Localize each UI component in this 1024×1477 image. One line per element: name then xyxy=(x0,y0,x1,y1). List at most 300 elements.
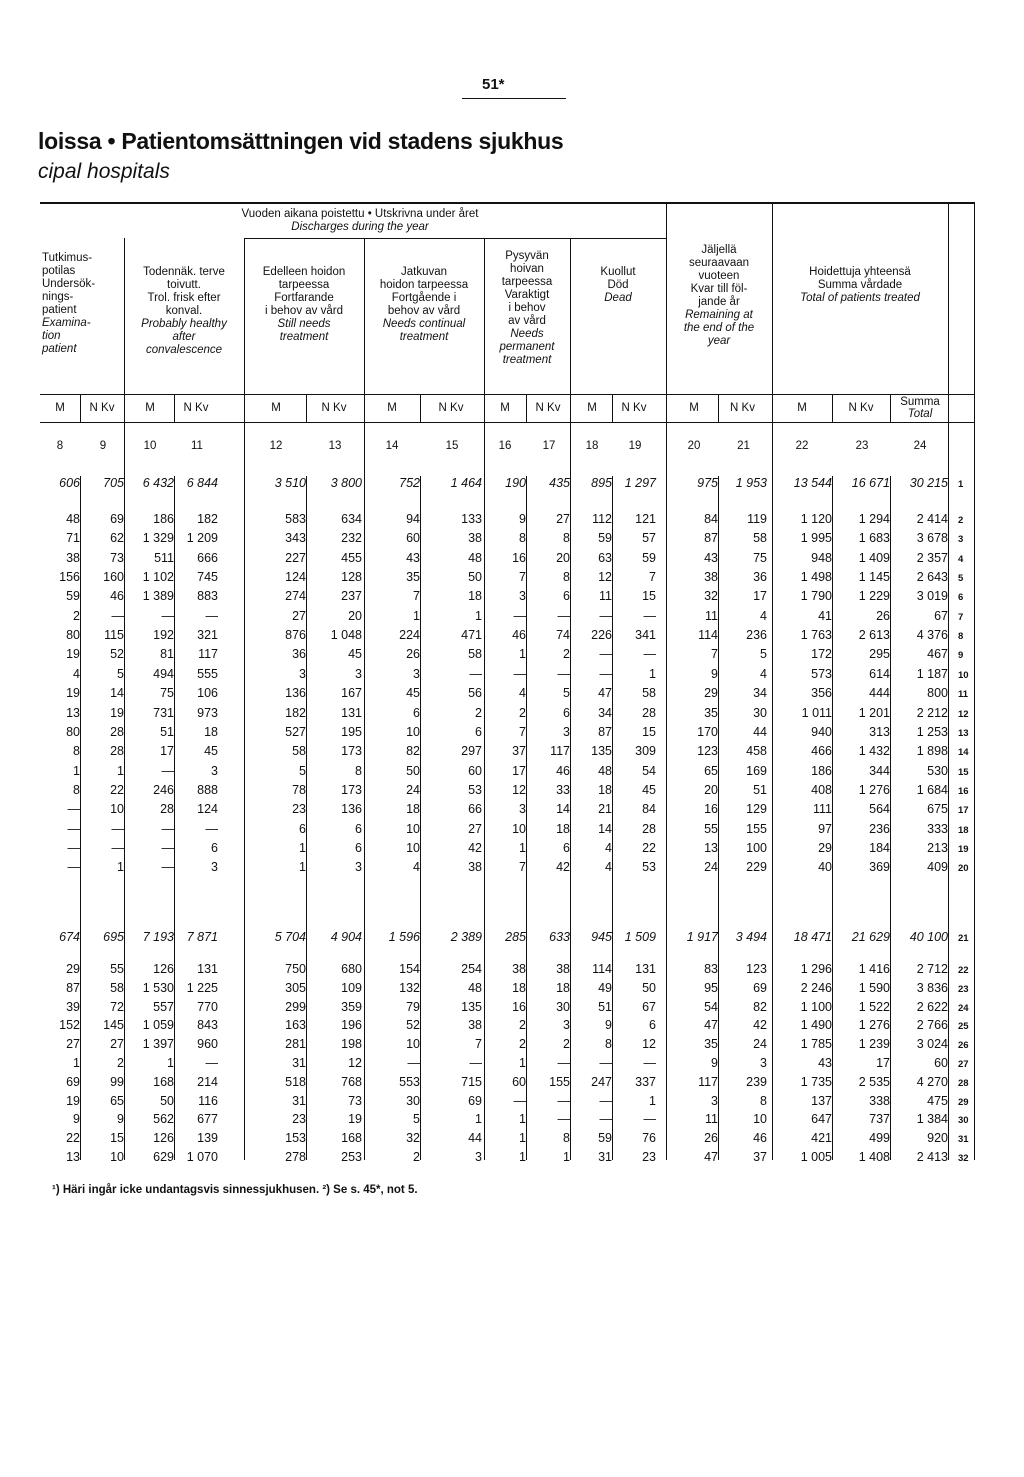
column-number: 10 xyxy=(143,440,157,452)
data-cell: 2 613 xyxy=(858,628,890,643)
data-cell: 731 xyxy=(153,705,174,720)
data-cell: 82 xyxy=(406,744,420,759)
data-cell: 6 xyxy=(355,840,362,855)
data-cell: 53 xyxy=(642,860,656,875)
data-cell: 1 059 xyxy=(142,1018,174,1033)
total-cell: 6 844 xyxy=(186,476,218,490)
data-cell: 369 xyxy=(869,860,890,875)
data-cell: 843 xyxy=(197,1018,218,1033)
data-cell: — xyxy=(557,666,570,681)
data-cell: 3 836 xyxy=(916,980,948,995)
data-cell: 16 xyxy=(512,550,526,565)
data-cell: 6 xyxy=(563,589,570,604)
data-cell: 56 xyxy=(468,686,482,701)
data-cell: 10 xyxy=(406,724,420,739)
data-cell: 49 xyxy=(598,980,612,995)
data-cell: 69 xyxy=(66,1074,80,1089)
sex-nkv-label: N Kv xyxy=(535,402,561,414)
data-cell: 466 xyxy=(811,744,832,759)
data-cell: 11 xyxy=(599,589,612,604)
total-cell: 606 xyxy=(59,476,80,490)
total-cell: 4 904 xyxy=(330,930,362,944)
data-cell: 8 xyxy=(760,1093,767,1108)
data-cell: 111 xyxy=(812,802,832,817)
header-line: toivutt. xyxy=(167,279,201,291)
data-cell: 2 xyxy=(475,705,482,720)
data-cell: 117 xyxy=(550,744,570,759)
data-cell: 139 xyxy=(197,1131,218,1146)
data-cell: 1 389 xyxy=(142,589,174,604)
data-cell: 1 209 xyxy=(186,531,218,546)
data-cell: 11 xyxy=(705,1112,718,1127)
data-cell: 31 xyxy=(598,1150,612,1164)
data-cell: 47 xyxy=(598,686,612,701)
data-cell: 55 xyxy=(704,821,718,836)
column-number: 14 xyxy=(385,440,399,452)
data-cell: 60 xyxy=(468,763,482,778)
data-cell: 226 xyxy=(591,628,612,643)
data-cell: 1 100 xyxy=(800,999,832,1014)
subcolumn-rule xyxy=(420,476,421,1160)
data-cell: 95 xyxy=(704,980,718,995)
data-cell: 1 408 xyxy=(858,1150,890,1164)
data-cell: 467 xyxy=(927,647,948,662)
subcolumn-rule xyxy=(174,476,175,1160)
data-cell: 28 xyxy=(642,821,656,836)
data-cell: 3 xyxy=(519,802,526,817)
data-cell: 4 xyxy=(760,608,767,623)
data-cell: 229 xyxy=(746,860,767,875)
data-cell: 3 019 xyxy=(916,589,948,604)
data-cell: 3 xyxy=(299,666,306,681)
data-cell: 30 xyxy=(556,999,570,1014)
data-cell: 14 xyxy=(110,686,124,701)
data-cell: 34 xyxy=(753,686,767,701)
data-cell: 333 xyxy=(927,821,948,836)
data-cell: 46 xyxy=(110,589,124,604)
data-cell: 1 276 xyxy=(858,1018,890,1033)
header-line: av vård xyxy=(508,315,546,327)
column-header-continual xyxy=(364,266,484,344)
data-cell: 37 xyxy=(512,744,526,759)
data-cell: 62 xyxy=(110,531,124,546)
header-line: hoivan xyxy=(510,263,544,275)
data-cell: 527 xyxy=(285,724,306,739)
sex-m-label: M xyxy=(55,402,65,414)
data-cell: 8 xyxy=(563,570,570,585)
data-cell: 35 xyxy=(704,1037,718,1052)
data-cell: 121 xyxy=(635,512,656,526)
data-cell: 564 xyxy=(869,802,890,817)
header-line-en: Needs xyxy=(510,328,544,340)
data-cell: 23 xyxy=(292,802,306,817)
sex-nkv-label: N Kv xyxy=(730,402,755,414)
data-cell: 341 xyxy=(635,628,656,643)
data-cell: 131 xyxy=(341,705,362,720)
data-cell: 24 xyxy=(753,1037,767,1052)
header-line-en: after xyxy=(172,331,196,343)
data-cell: 20 xyxy=(556,550,570,565)
data-cell: 1 229 xyxy=(858,589,890,604)
page-title: loissa • Patientomsättningen vid stadens sjukhus xyxy=(38,128,564,154)
row-number: 14 xyxy=(958,747,969,759)
row-number: 11 xyxy=(958,689,969,701)
data-cell: — xyxy=(643,1112,656,1127)
data-cell: 18 xyxy=(468,589,482,604)
data-cell: 1 498 xyxy=(800,570,832,585)
data-cell: 53 xyxy=(468,782,482,797)
page-number-rule xyxy=(462,98,566,99)
data-cell: 13 xyxy=(66,1150,80,1164)
data-cell: — xyxy=(111,821,124,836)
data-cell: 83 xyxy=(704,962,718,976)
data-cell: — xyxy=(161,840,174,855)
data-cell: 356 xyxy=(811,686,832,701)
sex-m-label: M xyxy=(689,402,699,414)
total-cell: 674 xyxy=(59,930,80,944)
sex-nkv-label: N Kv xyxy=(183,402,209,414)
data-cell: 26 xyxy=(876,608,890,623)
data-cell: 614 xyxy=(869,666,890,681)
discharges-group-header xyxy=(140,208,580,234)
data-cell: 71 xyxy=(66,531,80,546)
data-cell: 20 xyxy=(348,608,362,623)
data-cell: 15 xyxy=(642,724,656,739)
total-cell: 3 494 xyxy=(735,930,767,944)
data-cell: 1 522 xyxy=(858,999,890,1014)
data-cell: 2 xyxy=(73,608,80,623)
data-cell: 145 xyxy=(103,1018,124,1033)
data-cell: 8 xyxy=(605,1037,612,1052)
data-cell: 155 xyxy=(549,1074,570,1089)
data-cell: 2 212 xyxy=(916,705,948,720)
header-line: Fortgående i xyxy=(391,292,457,304)
data-cell: 43 xyxy=(406,550,420,565)
data-cell: 4 270 xyxy=(916,1074,948,1089)
data-cell: 8 xyxy=(519,531,526,546)
column-header-remaining xyxy=(666,244,772,348)
data-cell: 45 xyxy=(348,647,362,662)
total-cell: 40 100 xyxy=(909,930,948,944)
data-cell: 3 xyxy=(760,1056,767,1070)
data-cell: 28 xyxy=(110,744,124,759)
data-cell: 1 xyxy=(519,647,526,662)
data-cell: 58 xyxy=(642,686,656,701)
data-cell: 47 xyxy=(704,1150,718,1164)
data-cell: 97 xyxy=(818,821,832,836)
data-cell: 10 xyxy=(406,821,420,836)
data-cell: 920 xyxy=(927,1131,948,1146)
data-cell: 9 xyxy=(73,1112,80,1127)
data-cell: 15 xyxy=(110,1131,124,1146)
total-cell: 895 xyxy=(591,476,612,490)
data-cell: 45 xyxy=(642,782,656,797)
data-cell: 1 530 xyxy=(142,980,174,995)
data-cell: 499 xyxy=(869,1131,890,1146)
data-cell: 182 xyxy=(197,512,218,526)
data-cell: 800 xyxy=(927,686,948,701)
data-cell: 274 xyxy=(285,589,306,604)
data-cell: 455 xyxy=(341,550,362,565)
data-cell: 27 xyxy=(556,512,570,526)
header-line: Summa vårdade xyxy=(817,279,903,291)
data-cell: 883 xyxy=(197,589,218,604)
data-cell: 553 xyxy=(399,1074,420,1089)
data-cell: 60 xyxy=(406,531,420,546)
data-cell: 1 xyxy=(117,763,124,778)
data-cell: 10 xyxy=(753,1112,767,1127)
data-cell: 7 xyxy=(475,1037,482,1052)
header-line: patient xyxy=(42,304,77,316)
data-cell: 116 xyxy=(198,1093,218,1108)
data-cell: 18 xyxy=(556,821,570,836)
total-cell: 633 xyxy=(549,930,570,944)
total-cell: 1 297 xyxy=(624,476,656,490)
data-cell: — xyxy=(205,821,218,836)
subcolumn-rule xyxy=(306,476,307,1160)
data-cell: 7 xyxy=(413,589,420,604)
row-number: 17 xyxy=(958,805,969,817)
data-cell: 5 xyxy=(299,763,306,778)
data-cell: 3 xyxy=(413,666,420,681)
data-cell: 84 xyxy=(704,512,718,526)
header-line: tarpeessa xyxy=(501,276,553,288)
data-cell: 119 xyxy=(747,512,767,526)
data-cell: 1 xyxy=(519,1112,526,1127)
data-cell: 583 xyxy=(285,512,306,526)
data-cell: 634 xyxy=(341,512,362,526)
data-cell: 29 xyxy=(704,686,718,701)
data-cell: 647 xyxy=(811,1112,832,1127)
data-cell: 2 622 xyxy=(916,999,948,1014)
column-number: 23 xyxy=(855,440,869,452)
column-header-exam xyxy=(40,252,126,356)
data-cell: 51 xyxy=(598,999,612,1014)
header-line: behov av vård xyxy=(387,305,461,317)
subcolumn-rule xyxy=(612,476,613,1160)
data-cell: 5 xyxy=(563,686,570,701)
data-cell: 112 xyxy=(592,512,612,526)
data-cell: 43 xyxy=(818,1056,832,1070)
data-cell: 677 xyxy=(197,1112,218,1127)
data-cell: — xyxy=(643,647,656,662)
data-cell: 1 011 xyxy=(801,705,832,720)
data-cell: 117 xyxy=(698,1074,718,1089)
data-cell: 75 xyxy=(753,550,767,565)
column-number: 12 xyxy=(269,440,283,452)
data-cell: 57 xyxy=(642,531,656,546)
data-cell: 1 xyxy=(519,1131,526,1146)
data-cell: — xyxy=(643,1056,656,1070)
data-cell: 254 xyxy=(461,962,482,976)
data-cell: 3 xyxy=(519,589,526,604)
data-cell: 9 xyxy=(605,1018,612,1033)
data-cell: — xyxy=(161,763,174,778)
column-number: 18 xyxy=(585,440,599,452)
data-cell: 30 xyxy=(753,705,767,720)
data-cell: 236 xyxy=(869,821,890,836)
data-cell: 198 xyxy=(341,1037,362,1052)
data-cell: 69 xyxy=(110,512,124,526)
data-cell: 32 xyxy=(406,1131,420,1146)
data-cell: 20 xyxy=(704,782,718,797)
data-cell: 39 xyxy=(66,999,80,1014)
data-cell: 421 xyxy=(811,1131,832,1146)
data-cell: 67 xyxy=(934,608,948,623)
data-cell: 153 xyxy=(285,1131,306,1146)
data-cell: 106 xyxy=(197,686,218,701)
data-cell: 770 xyxy=(197,999,218,1014)
data-cell: 42 xyxy=(753,1018,767,1033)
row-number: 22 xyxy=(958,965,969,976)
header-line-en: treatment xyxy=(502,354,552,366)
data-cell: 29 xyxy=(66,962,80,976)
data-cell: 239 xyxy=(746,1074,767,1089)
data-cell: 59 xyxy=(598,531,612,546)
data-cell: 4 xyxy=(73,666,80,681)
data-cell: 8 xyxy=(73,782,80,797)
row-number: 3 xyxy=(958,534,964,546)
total-cell: 2 389 xyxy=(450,930,482,944)
data-cell: 1 102 xyxy=(142,570,174,585)
header-line: Hoidettuja yhteensä xyxy=(809,266,911,278)
data-cell: 10 xyxy=(406,840,420,855)
data-cell: — xyxy=(557,608,570,623)
data-cell: 74 xyxy=(556,628,570,643)
header-line: Jatkuvan xyxy=(400,266,448,278)
data-cell: 562 xyxy=(153,1112,174,1127)
total-cell: 7 871 xyxy=(186,930,218,944)
data-cell: 168 xyxy=(153,1074,174,1089)
header-line: i behov av vård xyxy=(265,305,343,317)
row-number: 1 xyxy=(958,479,964,490)
data-cell: 2 xyxy=(117,1056,124,1070)
data-cell: — xyxy=(205,1056,218,1070)
data-cell: 24 xyxy=(406,782,420,797)
data-cell: 973 xyxy=(197,705,218,720)
subcolumn-rule xyxy=(718,476,719,1160)
data-cell: 2 357 xyxy=(916,550,948,565)
data-cell: 81 xyxy=(160,647,174,662)
column-header-total xyxy=(772,266,948,305)
data-cell: 65 xyxy=(110,1093,124,1108)
data-cell: — xyxy=(161,608,174,623)
data-cell: 32 xyxy=(704,589,718,604)
column-rule xyxy=(666,238,667,1160)
data-cell: 45 xyxy=(406,686,420,701)
data-cell: 227 xyxy=(285,550,306,565)
column-rule xyxy=(948,238,949,1160)
header-line: Undersök- xyxy=(42,278,96,290)
header-line: potilas xyxy=(42,265,76,277)
data-cell: 167 xyxy=(341,686,362,701)
data-cell: 3 xyxy=(211,860,218,875)
data-cell: 1 225 xyxy=(186,980,218,995)
data-cell: 136 xyxy=(285,686,306,701)
data-cell: 28 xyxy=(110,724,124,739)
data-cell: — xyxy=(161,860,174,875)
data-cell: 38 xyxy=(66,550,80,565)
data-cell: 13 xyxy=(66,705,80,720)
column-number: 16 xyxy=(498,440,512,452)
data-cell: 940 xyxy=(811,724,832,739)
data-cell: 5 xyxy=(413,1112,420,1127)
data-cell: 1 201 xyxy=(858,705,890,720)
data-cell: — xyxy=(513,1093,526,1108)
sex-m-label: M xyxy=(587,402,597,414)
data-cell: 19 xyxy=(66,647,80,662)
data-cell: 675 xyxy=(927,802,948,817)
data-cell: 1 294 xyxy=(858,512,890,526)
data-cell: 152 xyxy=(59,1018,80,1033)
data-cell: 128 xyxy=(341,570,362,585)
column-number: 17 xyxy=(542,440,556,452)
row-number: 24 xyxy=(958,1002,969,1014)
subcolumn-rule xyxy=(890,394,891,422)
data-cell: 2 xyxy=(413,1150,420,1164)
data-cell: 297 xyxy=(461,744,482,759)
total-cell: 18 471 xyxy=(793,930,832,944)
data-cell: 80 xyxy=(66,628,80,643)
data-cell: 10 xyxy=(406,1037,420,1052)
data-cell: 9 xyxy=(117,1112,124,1127)
data-cell: 737 xyxy=(869,1112,890,1127)
data-cell: 9 xyxy=(711,1056,718,1070)
data-cell: 1 432 xyxy=(858,744,890,759)
data-cell: 36 xyxy=(292,647,306,662)
summa-total-label xyxy=(892,396,948,420)
data-cell: 10 xyxy=(110,1150,124,1164)
total-cell: 435 xyxy=(549,476,570,490)
data-cell: 38 xyxy=(468,860,482,875)
header-line: jande år xyxy=(698,296,740,308)
data-cell: 2 414 xyxy=(916,512,948,526)
data-cell: 192 xyxy=(153,628,174,643)
data-cell: 52 xyxy=(110,647,124,662)
data-cell: 80 xyxy=(66,724,80,739)
data-cell: 1 735 xyxy=(800,1074,832,1089)
data-cell: 1 329 xyxy=(142,531,174,546)
data-cell: 50 xyxy=(468,570,482,585)
data-cell: 184 xyxy=(869,840,890,855)
data-cell: 33 xyxy=(556,782,570,797)
data-cell: 50 xyxy=(406,763,420,778)
data-cell: 2 xyxy=(519,1037,526,1052)
data-cell: 1 xyxy=(649,1093,656,1108)
data-cell: 236 xyxy=(746,628,767,643)
column-number: 24 xyxy=(913,440,927,452)
data-cell: 48 xyxy=(468,550,482,565)
data-cell: 182 xyxy=(285,705,306,720)
data-cell: 123 xyxy=(746,962,767,976)
data-cell: 59 xyxy=(66,589,80,604)
data-cell: 7 xyxy=(519,860,526,875)
column-number: 21 xyxy=(737,440,750,452)
data-cell: 1 xyxy=(73,763,80,778)
header-line: Kvar till föl- xyxy=(690,283,748,295)
data-cell: 5 xyxy=(760,647,767,662)
row-number: 21 xyxy=(958,933,969,944)
data-cell: 50 xyxy=(160,1093,174,1108)
data-cell: 46 xyxy=(556,763,570,778)
data-cell: 73 xyxy=(110,550,124,565)
total-cell: 975 xyxy=(697,476,718,490)
data-cell: 12 xyxy=(598,570,612,585)
data-cell: — xyxy=(469,666,482,681)
data-cell: 10 xyxy=(110,802,124,817)
data-cell: 58 xyxy=(468,647,482,662)
data-cell: 555 xyxy=(197,666,218,681)
